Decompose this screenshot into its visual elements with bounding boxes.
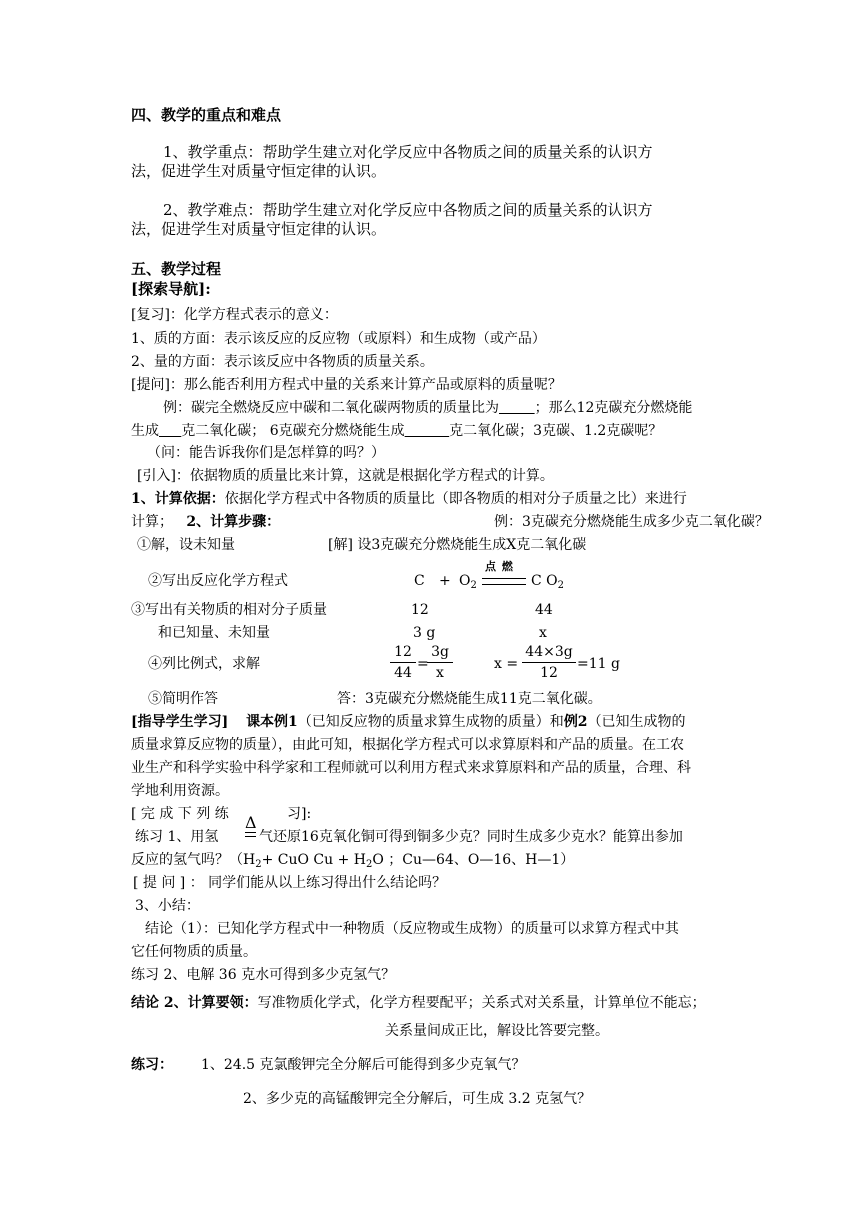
explore-heading: [探索导航]: bbox=[131, 280, 211, 298]
heat-condition-bar bbox=[245, 832, 256, 837]
exercise-heading-b: 习]: bbox=[287, 806, 312, 822]
step-1-solution: [解] 设3克碳充分燃烧能生成X克二氧化碳 bbox=[328, 537, 587, 553]
section5-title: 五、教学过程 bbox=[131, 260, 222, 278]
summary-heading: 3、小结： bbox=[135, 898, 200, 914]
guide-line4: 学地利用资源。 bbox=[131, 783, 229, 799]
section4-title: 四、教学的重点和难点 bbox=[131, 106, 282, 124]
intro-line: [引入]：依据物质的质量比来计算，这就是根据化学方程式的计算。 bbox=[137, 468, 554, 484]
guide-line3: 业生产和科学实验中科学家和工程师就可以利用方程式来求算原料和产品的质量，合理、科 bbox=[131, 760, 691, 776]
blank-ratio bbox=[499, 400, 535, 416]
step-4: ④列比例式，求解 bbox=[148, 656, 260, 672]
guide-line2: 质量求算反应物的质量），由此可知，根据化学方程式可以求算原料和产品的质量。在工农 bbox=[131, 737, 684, 753]
mass-co2: 44 bbox=[535, 602, 553, 618]
practice-label: 练习： bbox=[131, 1057, 173, 1073]
fraction-solution: $\frac{44\times 3g}{12}$ bbox=[522, 644, 576, 681]
key-point-line2: 法，促进学生对质量守恒定律的认识。 bbox=[131, 162, 387, 180]
conclusion1-line1: 结论（1）：已知化学方程式中一种物质（反应物或生成物）的质量可以求算方程式中其 bbox=[145, 921, 679, 937]
known-amount: 3 g bbox=[413, 625, 436, 641]
equation-plus: + bbox=[439, 573, 451, 589]
review-item-1: 1、质的方面：表示该反应的反应物（或原料）和生成物（或产品） bbox=[131, 331, 546, 347]
unknown-amount: x bbox=[539, 625, 547, 641]
step-1: ①解，设未知量 bbox=[137, 537, 235, 553]
steps-example: 例：3克碳充分燃烧能生成多少克二氧化碳？ bbox=[494, 514, 769, 530]
result-value: =11 g bbox=[577, 656, 620, 672]
step-3-cont: 和已知量、未知量 bbox=[158, 625, 270, 641]
equation-co2: C $O_2$ bbox=[531, 573, 565, 591]
ask-line: （问：能告诉我你们是怎样算的吗？） bbox=[147, 445, 385, 461]
exercise1-text: 气还原16克氧化铜可得到铜多少克？同时生成多少克水？能算出参加 bbox=[259, 829, 683, 845]
exercise-heading-a: [ 完 成 下 列 练 bbox=[131, 806, 229, 822]
delta-symbol: Δ bbox=[245, 813, 257, 832]
step-3: ③写出有关物质的相对分子质量 bbox=[131, 602, 327, 618]
conclusion2-line1: 结论 2、计算要领：写准物质化学式，化学方程要配平；关系式对关系量，计算单位不能忘； bbox=[131, 995, 706, 1011]
basis-cont: 计算； 2、计算步骤： bbox=[131, 514, 281, 530]
practice-item-1: 1、24.5 克氯酸钾完全分解后可能得到多少克氧气？ bbox=[201, 1057, 526, 1073]
example-line1: 例：碳完全燃烧反应中碳和二氧化碳两物质的质量比为 ；那么12克碳充分燃烧能 bbox=[163, 400, 693, 416]
step-5: ⑤简明作答 bbox=[148, 691, 218, 707]
conclusion2-line2: 关系量间成正比，解设比答要完整。 bbox=[385, 1023, 609, 1039]
answer-line: 答：3克碳充分燃烧能生成11克二氧化碳。 bbox=[337, 691, 602, 707]
blank-6g bbox=[405, 423, 450, 439]
question-line: [提问]：那么能否利用方程式中量的关系来计算产品或原料的质量呢？ bbox=[131, 377, 562, 393]
exercise1-label: 练习 1、用氢 bbox=[135, 829, 219, 845]
ask2-line: [ 提 问 ] ： 同学们能从以上练习得出什么结论吗？ bbox=[133, 875, 447, 891]
exercise2-line: 练习 2、电解 36 克水可得到多少克氢气？ bbox=[131, 967, 396, 983]
conclusion1-line2: 它任何物质的质量。 bbox=[131, 944, 257, 960]
difficulty-line2: 法，促进学生对质量守恒定律的认识。 bbox=[131, 220, 387, 238]
practice-item-2: 2、多少克的高锰酸钾完全分解后，可生成 3.2 克氢气？ bbox=[243, 1091, 592, 1107]
fraction-12-44: $\frac{12}{44}$ bbox=[390, 644, 416, 681]
step-2: ②写出反应化学方程式 bbox=[148, 573, 288, 589]
review-line: [复习]：化学方程式表示的意义： bbox=[131, 307, 338, 323]
blank-12g bbox=[159, 423, 181, 439]
mass-c: 12 bbox=[411, 602, 429, 618]
difficulty-line1: 2、教学难点：帮助学生建立对化学反应中各物质之间的质量关系的认识方 bbox=[163, 201, 653, 219]
x-equals: x = bbox=[494, 656, 519, 672]
equation-o2: $O_2$ bbox=[459, 573, 477, 591]
fraction-3g-x: $\frac{3g}{x}$ bbox=[427, 644, 453, 681]
key-point-line1: 1、教学重点：帮助学生建立对化学反应中各物质之间的质量关系的认识方 bbox=[163, 143, 653, 161]
reaction-condition: 点 燃 bbox=[485, 560, 514, 573]
equation-c: C bbox=[414, 573, 425, 589]
guide-line1: [指导学生学习] 课本例1（已知反应物的质量求算生成物的质量）和例2（已知生成物的 bbox=[131, 714, 686, 730]
exercise1-cont: 反应的氢气吗？（$H_2+$ CuO $Cu + H_2O$ ；Cu—64、O—16、H—1） bbox=[131, 852, 575, 870]
basis-line: 1、计算依据：依据化学方程式中各物质的质量比（即各物质的相对分子质量之比）来进行 bbox=[131, 491, 687, 507]
review-item-2: 2、量的方面：表示该反应中各物质的质量关系。 bbox=[131, 354, 434, 370]
reaction-equals-sign bbox=[482, 578, 526, 585]
proportion-equals: = bbox=[417, 656, 429, 672]
example-line2: 生成 克二氧化碳； 6克碳充分燃烧能生成 克二氧化碳；3克碳、1.2克碳呢？ bbox=[131, 423, 663, 439]
